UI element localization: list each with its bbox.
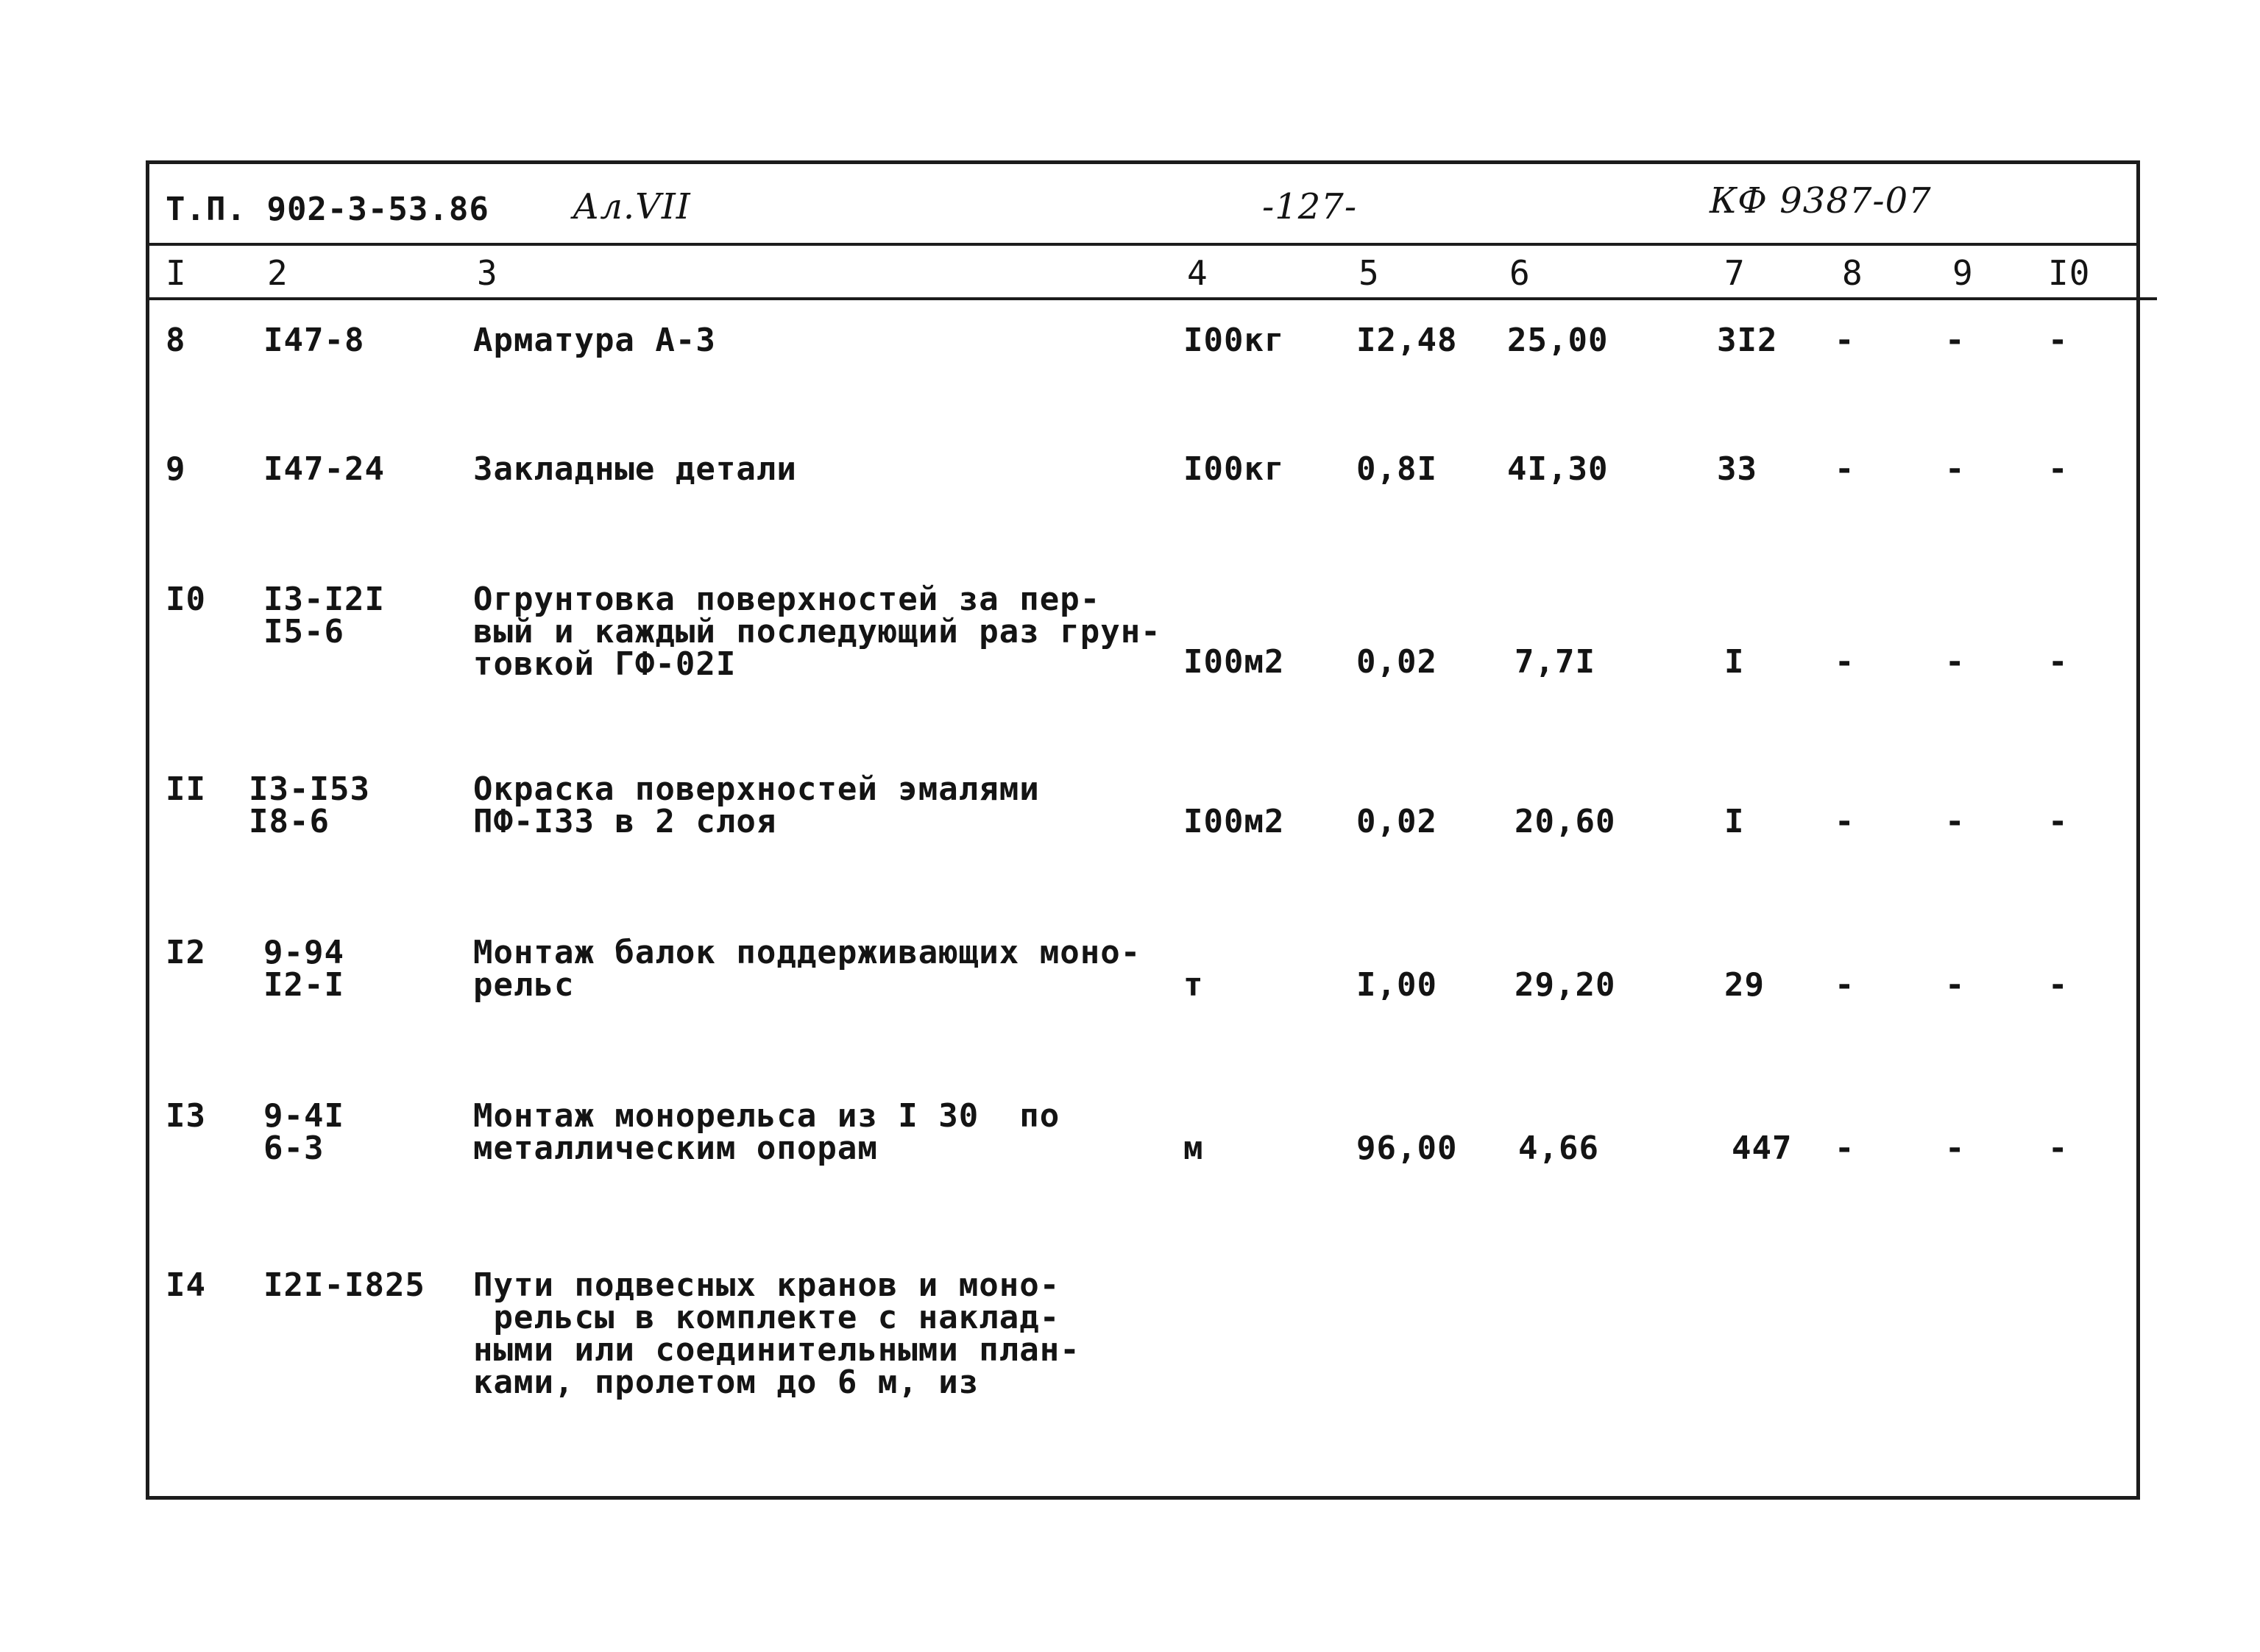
col-8-value: -: [1835, 803, 1855, 840]
work-description: Пути подвесных кранов и моно- рельсы в комплекте с наклад- ными или соединительными план- ками, пролетом до 6 м, из: [473, 1266, 1080, 1401]
col-8-value: -: [1835, 450, 1855, 488]
rate-code: I47-24: [263, 450, 385, 488]
col-9-value: -: [1945, 966, 1966, 1004]
col-8-value: -: [1835, 322, 1855, 359]
column-header: 9: [1952, 253, 1974, 293]
column-header: 7: [1724, 253, 1746, 293]
unit: I00кг: [1183, 322, 1285, 359]
total-cost: 3I2: [1717, 322, 1778, 359]
rate-code: I3-I2I I5-6: [263, 581, 385, 650]
unit: т: [1183, 966, 1204, 1004]
quantity: 0,02: [1356, 803, 1437, 840]
column-header: 8: [1842, 253, 1863, 293]
unit-price: 4,66: [1518, 1130, 1599, 1167]
row-number: I3: [166, 1097, 206, 1135]
work-description: Монтаж монорельса из I 30 по металлическим опорам: [473, 1097, 1060, 1167]
unit: I00м2: [1183, 643, 1285, 681]
column-header: 6: [1509, 253, 1531, 293]
col-10-value: -: [2048, 966, 2069, 1004]
total-cost: 33: [1717, 450, 1757, 488]
work-description: Монтаж балок поддерживающих моно- рельс: [473, 934, 1141, 1004]
col-9-value: -: [1945, 322, 1966, 359]
column-header: 5: [1359, 253, 1380, 293]
quantity: 96,00: [1356, 1130, 1458, 1167]
column-header: I: [166, 253, 187, 293]
unit-price: 29,20: [1515, 966, 1616, 1004]
col-10-value: -: [2048, 322, 2069, 359]
page-number: -127-: [1262, 186, 1358, 227]
total-cost: I: [1724, 803, 1745, 840]
unit-price: 25,00: [1507, 322, 1609, 359]
estimate-sheet: [146, 160, 2140, 1500]
quantity: I,00: [1356, 966, 1437, 1004]
total-cost: 29: [1724, 966, 1765, 1004]
work-description: Арматура А-3: [473, 322, 716, 359]
unit-price: 4I,30: [1507, 450, 1609, 488]
column-header: 2: [267, 253, 288, 293]
col-9-value: -: [1945, 450, 1966, 488]
col-9-value: -: [1945, 1130, 1966, 1167]
unit-price: 20,60: [1515, 803, 1616, 840]
quantity: 0,8I: [1356, 450, 1437, 488]
rate-code: 9-94 I2-I: [263, 934, 344, 1004]
rate-code: I47-8: [263, 322, 365, 359]
row-number: I2: [166, 934, 206, 971]
album-number: Ал.VII: [573, 186, 691, 227]
rate-code: I2I-I825: [263, 1266, 425, 1304]
column-header-rule: [149, 297, 2157, 300]
col-10-value: -: [2048, 1130, 2069, 1167]
row-number: 8: [166, 322, 186, 359]
document-code: КФ 9387-07: [1710, 180, 1932, 221]
rate-code: 9-4I 6-3: [263, 1097, 344, 1167]
col-9-value: -: [1945, 803, 1966, 840]
row-number: 9: [166, 450, 186, 488]
col-8-value: -: [1835, 643, 1855, 681]
rate-code: I3-I53 I8-6: [249, 770, 370, 840]
unit: I00м2: [1183, 803, 1285, 840]
quantity: 0,02: [1356, 643, 1437, 681]
row-number: I0: [166, 581, 206, 618]
total-cost: 447: [1732, 1130, 1793, 1167]
column-header: I0: [2048, 253, 2091, 293]
unit-price: 7,7I: [1515, 643, 1595, 681]
col-9-value: -: [1945, 643, 1966, 681]
column-header: 3: [477, 253, 498, 293]
row-number: I4: [166, 1266, 206, 1304]
work-description: Закладные детали: [473, 450, 797, 488]
col-8-value: -: [1835, 1130, 1855, 1167]
quantity: I2,48: [1356, 322, 1458, 359]
column-header: 4: [1187, 253, 1208, 293]
total-cost: I: [1724, 643, 1745, 681]
project-number: Т.П. 902-3-53.86: [166, 191, 489, 228]
col-10-value: -: [2048, 643, 2069, 681]
work-description: Огрунтовка поверхностей за пер- вый и каждый последующий раз грун- товкой ГФ-02I: [473, 581, 1161, 683]
col-8-value: -: [1835, 966, 1855, 1004]
work-description: Окраска поверхностей эмалями ПФ-I33 в 2 слоя: [473, 770, 1040, 840]
col-10-value: -: [2048, 803, 2069, 840]
unit: I00кг: [1183, 450, 1285, 488]
unit: м: [1183, 1130, 1204, 1167]
row-number: II: [166, 770, 206, 808]
header-rule: [149, 243, 2136, 246]
col-10-value: -: [2048, 450, 2069, 488]
